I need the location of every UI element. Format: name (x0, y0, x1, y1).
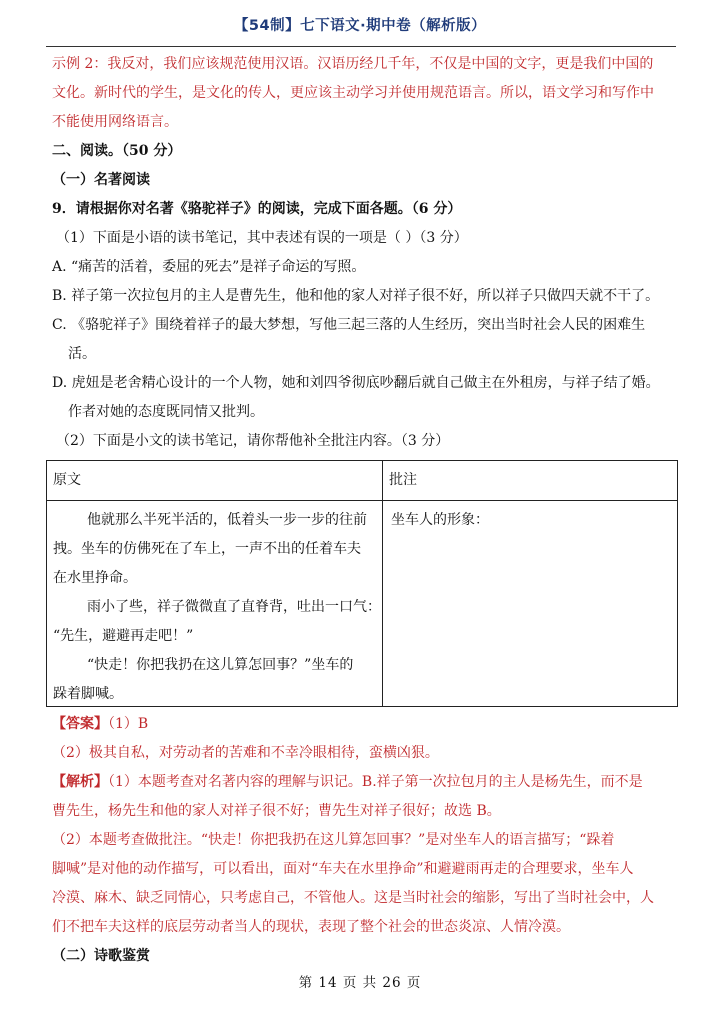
answer-line-2: （2）极其自私，对劳动者的苦难和不幸冷眼相待，蛮横凶狠。 (52, 745, 439, 761)
original-text-line: 他就那么半死半活的，低着头一步一步的往前 (87, 512, 367, 528)
question-9-part1: （1）下面是小语的读书笔记，其中表述有误的一项是（ ）（3 分） (56, 230, 468, 246)
page-number: 第 14 页 共 26 页 (298, 975, 422, 991)
page-header-title: 【54制】七下语文·期中卷（解析版） (233, 18, 487, 34)
subsection-title: （一）名著阅读 (52, 172, 150, 188)
analysis-line: 们不把车夫这样的底层劳动者当人的现状，表现了整个社会的世态炎凉、人情冷漠。 (52, 919, 570, 935)
note-text: 坐车人的形象： (391, 512, 489, 528)
original-text-cell (47, 501, 383, 706)
original-text-line: 在水里挣命。 (53, 570, 137, 586)
answer-line-1 (52, 710, 674, 739)
note-cell (383, 501, 677, 706)
subsection-title: （二）诗歌鉴赏 (52, 948, 150, 964)
table-header-row (47, 461, 677, 501)
document-body (52, 50, 674, 971)
option-b: B. 祥子第一次拉包月的主人是曹先生，他和他的家人对祥子很不好，所以祥子只做四天就不干了。 (52, 288, 660, 304)
header-divider (46, 46, 676, 47)
question-9-title: 9．请根据你对名著《骆驼祥子》的阅读，完成下面各题。（6 分） (52, 201, 462, 217)
option-d: D. 虎妞是老舍精心设计的一个人物，她和刘四爷彻底吵翻后就自己做主在外租房，与祥子结了婚。 (52, 375, 660, 391)
analysis-line: 曹先生，杨先生和他的家人对祥子很不好；曹先生对祥子很好；故选 B。 (52, 803, 501, 819)
analysis-line: 冷漠、麻木、缺乏同情心，只考虑自己，不管他人。这是当时社会的缩影，写出了当时社会中，人 (52, 890, 654, 906)
analysis-line: （2）本题考查做批注。“快走！你把我扔在这儿算怎回事？”是对坐车人的语言描写；“跺着 (52, 832, 615, 848)
original-text-line: 跺着脚喊。 (53, 686, 123, 702)
analysis-line-1 (52, 768, 674, 797)
reading-notes-table (46, 460, 678, 707)
section-title: 二、阅读。（50 分） (52, 143, 182, 159)
column-note-header: 批注 (389, 472, 417, 488)
example-line: 示例 2：我反对，我们应该规范使用汉语。汉语历经几千年，不仅是中国的文字，更是我们中国的 (52, 56, 654, 72)
answer-label: 【答案】 (52, 716, 108, 732)
question-9-part2: （2）下面是小文的读书笔记，请你帮他补全批注内容。（3 分） (56, 433, 450, 449)
option-d-cont: 作者对她的态度既同情又批判。 (68, 404, 264, 420)
option-c: C. 《骆驼祥子》围绕着祥子的最大梦想，写他三起三落的人生经历，突出当时社会人民的困难生 (52, 317, 646, 333)
original-text-line: 雨小了些，祥子微微直了直脊背，吐出一口气： (87, 599, 381, 615)
analysis-line: 脚喊”是对他的动作描写，可以看出，面对“车夫在水里挣命”和避避雨再走的合理要求，坐车人 (52, 861, 634, 877)
analysis-label: 【解析】 (52, 774, 108, 790)
answer-text-1: （1）B (108, 716, 149, 732)
column-original-header: 原文 (47, 461, 383, 500)
option-c-cont: 活。 (68, 346, 96, 362)
example-line: 不能使用网络语言。 (52, 114, 178, 130)
analysis-text-1: （1）本题考查对名著内容的理解与识记。B.祥子第一次拉包月的主人是杨先生，而不是 (108, 774, 643, 790)
original-text-line: 拽。坐车的仿佛死在了车上，一声不出的任着车夫 (53, 541, 361, 557)
table-row (47, 501, 677, 706)
option-a: A. “痛苦的活着，委屈的死去”是祥子命运的写照。 (52, 259, 366, 275)
original-text-line: “先生，避避再走吧！” (53, 628, 194, 644)
original-text-line: “快走！你把我扔在这儿算怎回事？”坐车的 (87, 657, 354, 673)
example-line: 文化。新时代的学生，是文化的传人，更应该主动学习并使用规范语言。所以，语文学习和写作中 (52, 85, 654, 101)
